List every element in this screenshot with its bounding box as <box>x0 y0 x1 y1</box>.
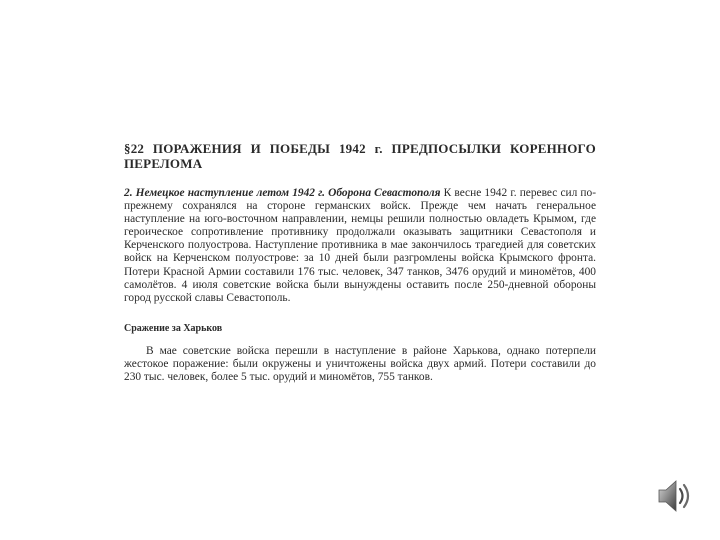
paragraph-text: К весне 1942 г. перевес сил по-прежнему сохранялся на стороне германских войск. Прежде чем начать генеральное наступление на юго-восточном направлении, немцы решили полностью овладеть Крымом, где героическое сопротивление противнику продолжали оказывать защитники Севастополя и Керченского полуострова. Наступление противника в мае закончилось трагедией для советских войск на Керченском полуострове: за 10 дней были разгромлены войска Крымского фронта. Потери Красной Армии составили 176 тыс. человек, 347 танков, 3476 орудий и миномётов, 400 самолётов. 4 июля советские войска были вынуждены оставить после 250-дневной обороны город русской славы Севастополь. <box>124 187 597 304</box>
section-subheading: Сражение за Харьков <box>124 322 223 334</box>
audio-speaker-button[interactable] <box>652 474 696 518</box>
section-lead: 2. Немецкое наступление летом 1942 г. Оборона Севастополя <box>124 187 441 199</box>
paragraph-kharkov: В мае советские войска перешли в наступление в районе Харькова, однако потерпели жестокое поражение: были окружены и уничтожены войска двух армий. Потери составили до 230 тыс. человек, более 5 тыс. орудий и миномётов, 755 танков. <box>124 344 596 384</box>
speaker-icon <box>652 474 696 518</box>
page-title: §22 ПОРАЖЕНИЯ И ПОБЕДЫ 1942 г. ПРЕДПОСЫЛКИ КОРЕННОГО ПЕРЕЛОМА <box>124 141 596 171</box>
document-content <box>124 141 596 384</box>
paragraph-sevastopol <box>124 187 596 305</box>
